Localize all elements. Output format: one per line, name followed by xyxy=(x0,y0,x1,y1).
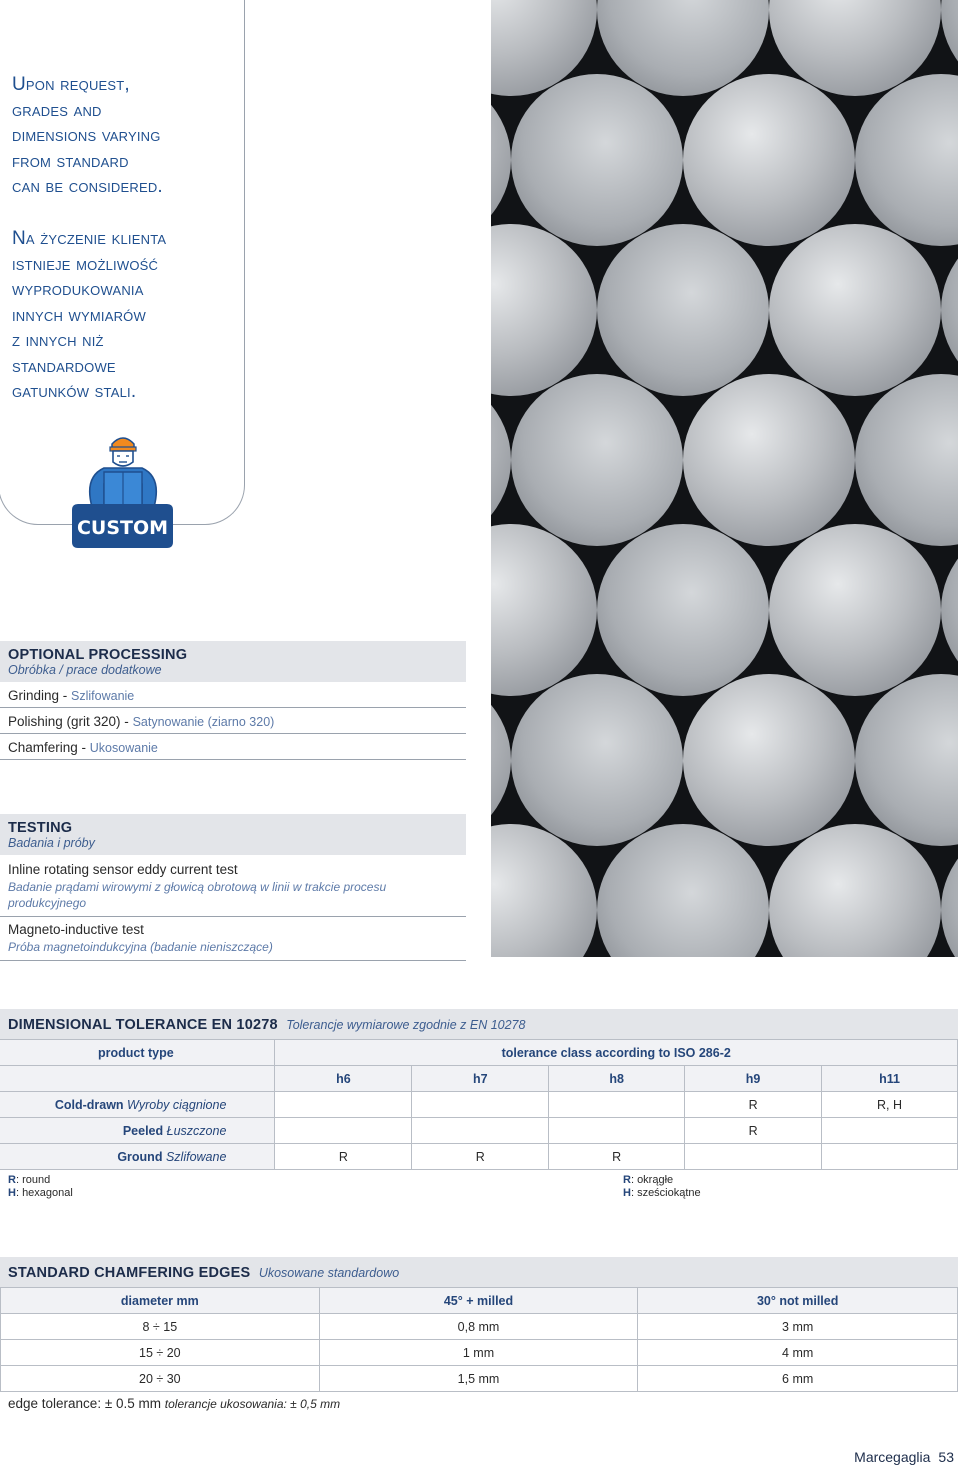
table-cell: 1,5 mm xyxy=(319,1366,638,1392)
chamfering-header xyxy=(0,1257,958,1287)
table-row xyxy=(0,1144,958,1170)
steel-bar-end xyxy=(855,74,958,246)
table-cell xyxy=(0,1066,275,1092)
tolerance-header xyxy=(0,1009,958,1039)
table-cell xyxy=(822,1118,958,1144)
legend-key: R xyxy=(8,1174,16,1186)
edge-tolerance-note xyxy=(8,1396,340,1411)
testing-header xyxy=(0,814,466,855)
table-cell: 1 mm xyxy=(319,1340,638,1366)
list-item xyxy=(0,917,466,961)
legend-item xyxy=(623,1187,701,1200)
steel-bar-end xyxy=(491,74,511,246)
page-number: 53 xyxy=(938,1449,954,1465)
request-line: from standard xyxy=(12,150,129,172)
legend-key: H xyxy=(623,1187,631,1199)
item-pl: Próba magnetoindukcyjna (badanie nieniszczące) xyxy=(8,940,273,954)
class-header: h6 xyxy=(275,1066,412,1092)
table-cell xyxy=(549,1092,685,1118)
custom-label: CUSTOM xyxy=(76,517,169,539)
table-cell xyxy=(685,1144,822,1170)
section-subtitle: Ukosowane standardowo xyxy=(258,1266,400,1280)
table-cell: 0,8 mm xyxy=(319,1314,638,1340)
column-header: 30° not milled xyxy=(638,1288,958,1314)
legend-item xyxy=(8,1187,73,1200)
steel-bar-end xyxy=(511,374,683,546)
steel-bar-end xyxy=(855,674,958,846)
table-cell: R xyxy=(275,1144,412,1170)
product-type-header: product type xyxy=(0,1040,275,1066)
table-cell: R xyxy=(685,1118,822,1144)
table-cell: 8 ÷ 15 xyxy=(1,1314,320,1340)
section-subtitle: Obróbka / prace dodatkowe xyxy=(8,663,162,677)
steel-bars-photo xyxy=(491,0,958,957)
class-header: h8 xyxy=(549,1066,685,1092)
steel-bars-icon xyxy=(491,0,958,957)
request-line: standardowe xyxy=(12,355,116,377)
steel-bar-end xyxy=(769,824,941,957)
section-title: TESTING xyxy=(8,820,73,836)
optional-processing-header xyxy=(0,641,466,682)
steel-bar-end xyxy=(683,674,855,846)
table-row xyxy=(1,1366,958,1392)
section-title: DIMENSIONAL TOLERANCE EN 10278 xyxy=(8,1017,278,1033)
legend-item xyxy=(8,1174,73,1187)
steel-bar-end xyxy=(941,524,958,696)
product-pl: Łuszczone xyxy=(166,1123,227,1138)
item-en: Polishing (grit 320) - xyxy=(8,714,133,729)
section-subtitle: Badania i próby xyxy=(8,836,95,850)
request-line: Upon request, xyxy=(12,74,130,95)
column-header: 45° + milled xyxy=(319,1288,638,1314)
table-cell: R xyxy=(685,1092,822,1118)
product-en: Peeled xyxy=(122,1123,164,1138)
request-line: wyprodukowania xyxy=(12,279,144,300)
item-en: Inline rotating sensor eddy current test xyxy=(8,862,238,877)
page-footer xyxy=(854,1449,954,1465)
table-cell: 3 mm xyxy=(638,1314,958,1340)
request-line: istnieje możliwość xyxy=(12,253,159,275)
steel-bar-end xyxy=(683,374,855,546)
request-line: grades and xyxy=(12,99,102,121)
steel-bar-end xyxy=(769,524,941,696)
product-type-cell xyxy=(0,1092,275,1118)
table-row xyxy=(1,1340,958,1366)
item-pl: Badanie prądami wirowymi z głowicą obrotową w linii w trakcie procesu produkcyjnego xyxy=(8,880,387,910)
product-pl: Wyroby ciągnione xyxy=(127,1097,227,1112)
item-pl: Szlifowanie xyxy=(71,689,135,703)
optional-processing-section xyxy=(0,641,466,760)
list-item xyxy=(0,734,466,760)
table-cell: R xyxy=(549,1144,685,1170)
edge-tolerance-pl: tolerancje ukosowania: ± 0,5 mm xyxy=(164,1397,341,1411)
steel-bar-end xyxy=(511,674,683,846)
section-subtitle: Tolerancje wymiarowe zgodnie z EN 10278 xyxy=(286,1018,526,1032)
edge-tolerance-en: edge tolerance: ± 0.5 mm xyxy=(8,1396,161,1411)
tolerance-class-header: tolerance class according to ISO 286-2 xyxy=(275,1040,958,1066)
table-cell: 15 ÷ 20 xyxy=(1,1340,320,1366)
tolerance-table xyxy=(0,1039,958,1170)
table-cell xyxy=(275,1092,412,1118)
table-row xyxy=(0,1066,958,1092)
steel-bar-end xyxy=(511,74,683,246)
table-cell: R, H xyxy=(822,1092,958,1118)
list-item xyxy=(0,682,466,708)
table-cell: 4 mm xyxy=(638,1340,958,1366)
table-row xyxy=(1,1288,958,1314)
table-cell: 20 ÷ 30 xyxy=(1,1366,320,1392)
steel-bar-end xyxy=(855,374,958,546)
table-cell: R xyxy=(412,1144,549,1170)
table-cell xyxy=(549,1118,685,1144)
class-header: h9 xyxy=(685,1066,822,1092)
legend-text: : hexagonal xyxy=(15,1187,73,1199)
table-cell: 6 mm xyxy=(638,1366,958,1392)
legend-pl xyxy=(623,1174,701,1200)
legend-text: : okrągłe xyxy=(630,1174,674,1186)
steel-bar-end xyxy=(597,224,769,396)
custom-logo xyxy=(70,432,175,550)
class-header: h7 xyxy=(412,1066,549,1092)
column-header: diameter mm xyxy=(1,1288,320,1314)
table-row xyxy=(1,1314,958,1340)
legend-key: R xyxy=(623,1174,631,1186)
item-pl: Ukosowanie xyxy=(89,741,158,755)
table-cell xyxy=(275,1118,412,1144)
class-header: h11 xyxy=(822,1066,958,1092)
list-item xyxy=(0,855,466,917)
item-en: Magneto-inductive test xyxy=(8,922,144,937)
item-en: Chamfering - xyxy=(8,740,90,755)
worker-icon xyxy=(90,438,157,507)
steel-bar-end xyxy=(597,524,769,696)
table-cell xyxy=(412,1118,549,1144)
table-row xyxy=(0,1118,958,1144)
request-line: gatunków stali. xyxy=(12,381,137,402)
product-type-cell xyxy=(0,1144,275,1170)
request-note-pl xyxy=(12,226,242,405)
product-en: Cold-drawn xyxy=(54,1097,124,1112)
section-title: STANDARD CHAMFERING EDGES xyxy=(8,1265,251,1281)
item-pl: Satynowanie (ziarno 320) xyxy=(132,715,275,729)
request-line: z innych niż xyxy=(12,330,104,351)
legend-en xyxy=(8,1174,73,1200)
steel-bar-end xyxy=(491,674,511,846)
item-en: Grinding - xyxy=(8,688,72,703)
table-cell xyxy=(822,1144,958,1170)
section-title: OPTIONAL PROCESSING xyxy=(8,647,188,663)
request-line: can be considered. xyxy=(12,176,163,197)
steel-bar-end xyxy=(941,224,958,396)
steel-bar-end xyxy=(491,524,597,696)
steel-bar-end xyxy=(683,74,855,246)
request-line: dimensions varying xyxy=(12,125,161,146)
product-pl: Szlifowane xyxy=(165,1149,227,1164)
request-line: innych wymiarów xyxy=(12,304,146,326)
request-line: Na życzenie klienta xyxy=(12,228,167,249)
table-row xyxy=(0,1040,958,1066)
brand-name: Marcegaglia xyxy=(854,1449,931,1465)
steel-bar-end xyxy=(769,224,941,396)
legend-item xyxy=(623,1174,701,1187)
steel-bar-end xyxy=(491,374,511,546)
legend-text: : round xyxy=(15,1174,51,1186)
list-item xyxy=(0,708,466,734)
table-cell xyxy=(412,1092,549,1118)
testing-section xyxy=(0,814,466,961)
legend-key: H xyxy=(8,1187,16,1199)
product-en: Ground xyxy=(117,1149,163,1164)
steel-bar-end xyxy=(491,224,597,396)
chamfering-table xyxy=(0,1287,958,1392)
request-note-en xyxy=(12,72,242,200)
legend-text: : sześciokątne xyxy=(630,1187,701,1199)
product-type-cell xyxy=(0,1118,275,1144)
steel-bar-end xyxy=(597,824,769,957)
table-row xyxy=(0,1092,958,1118)
